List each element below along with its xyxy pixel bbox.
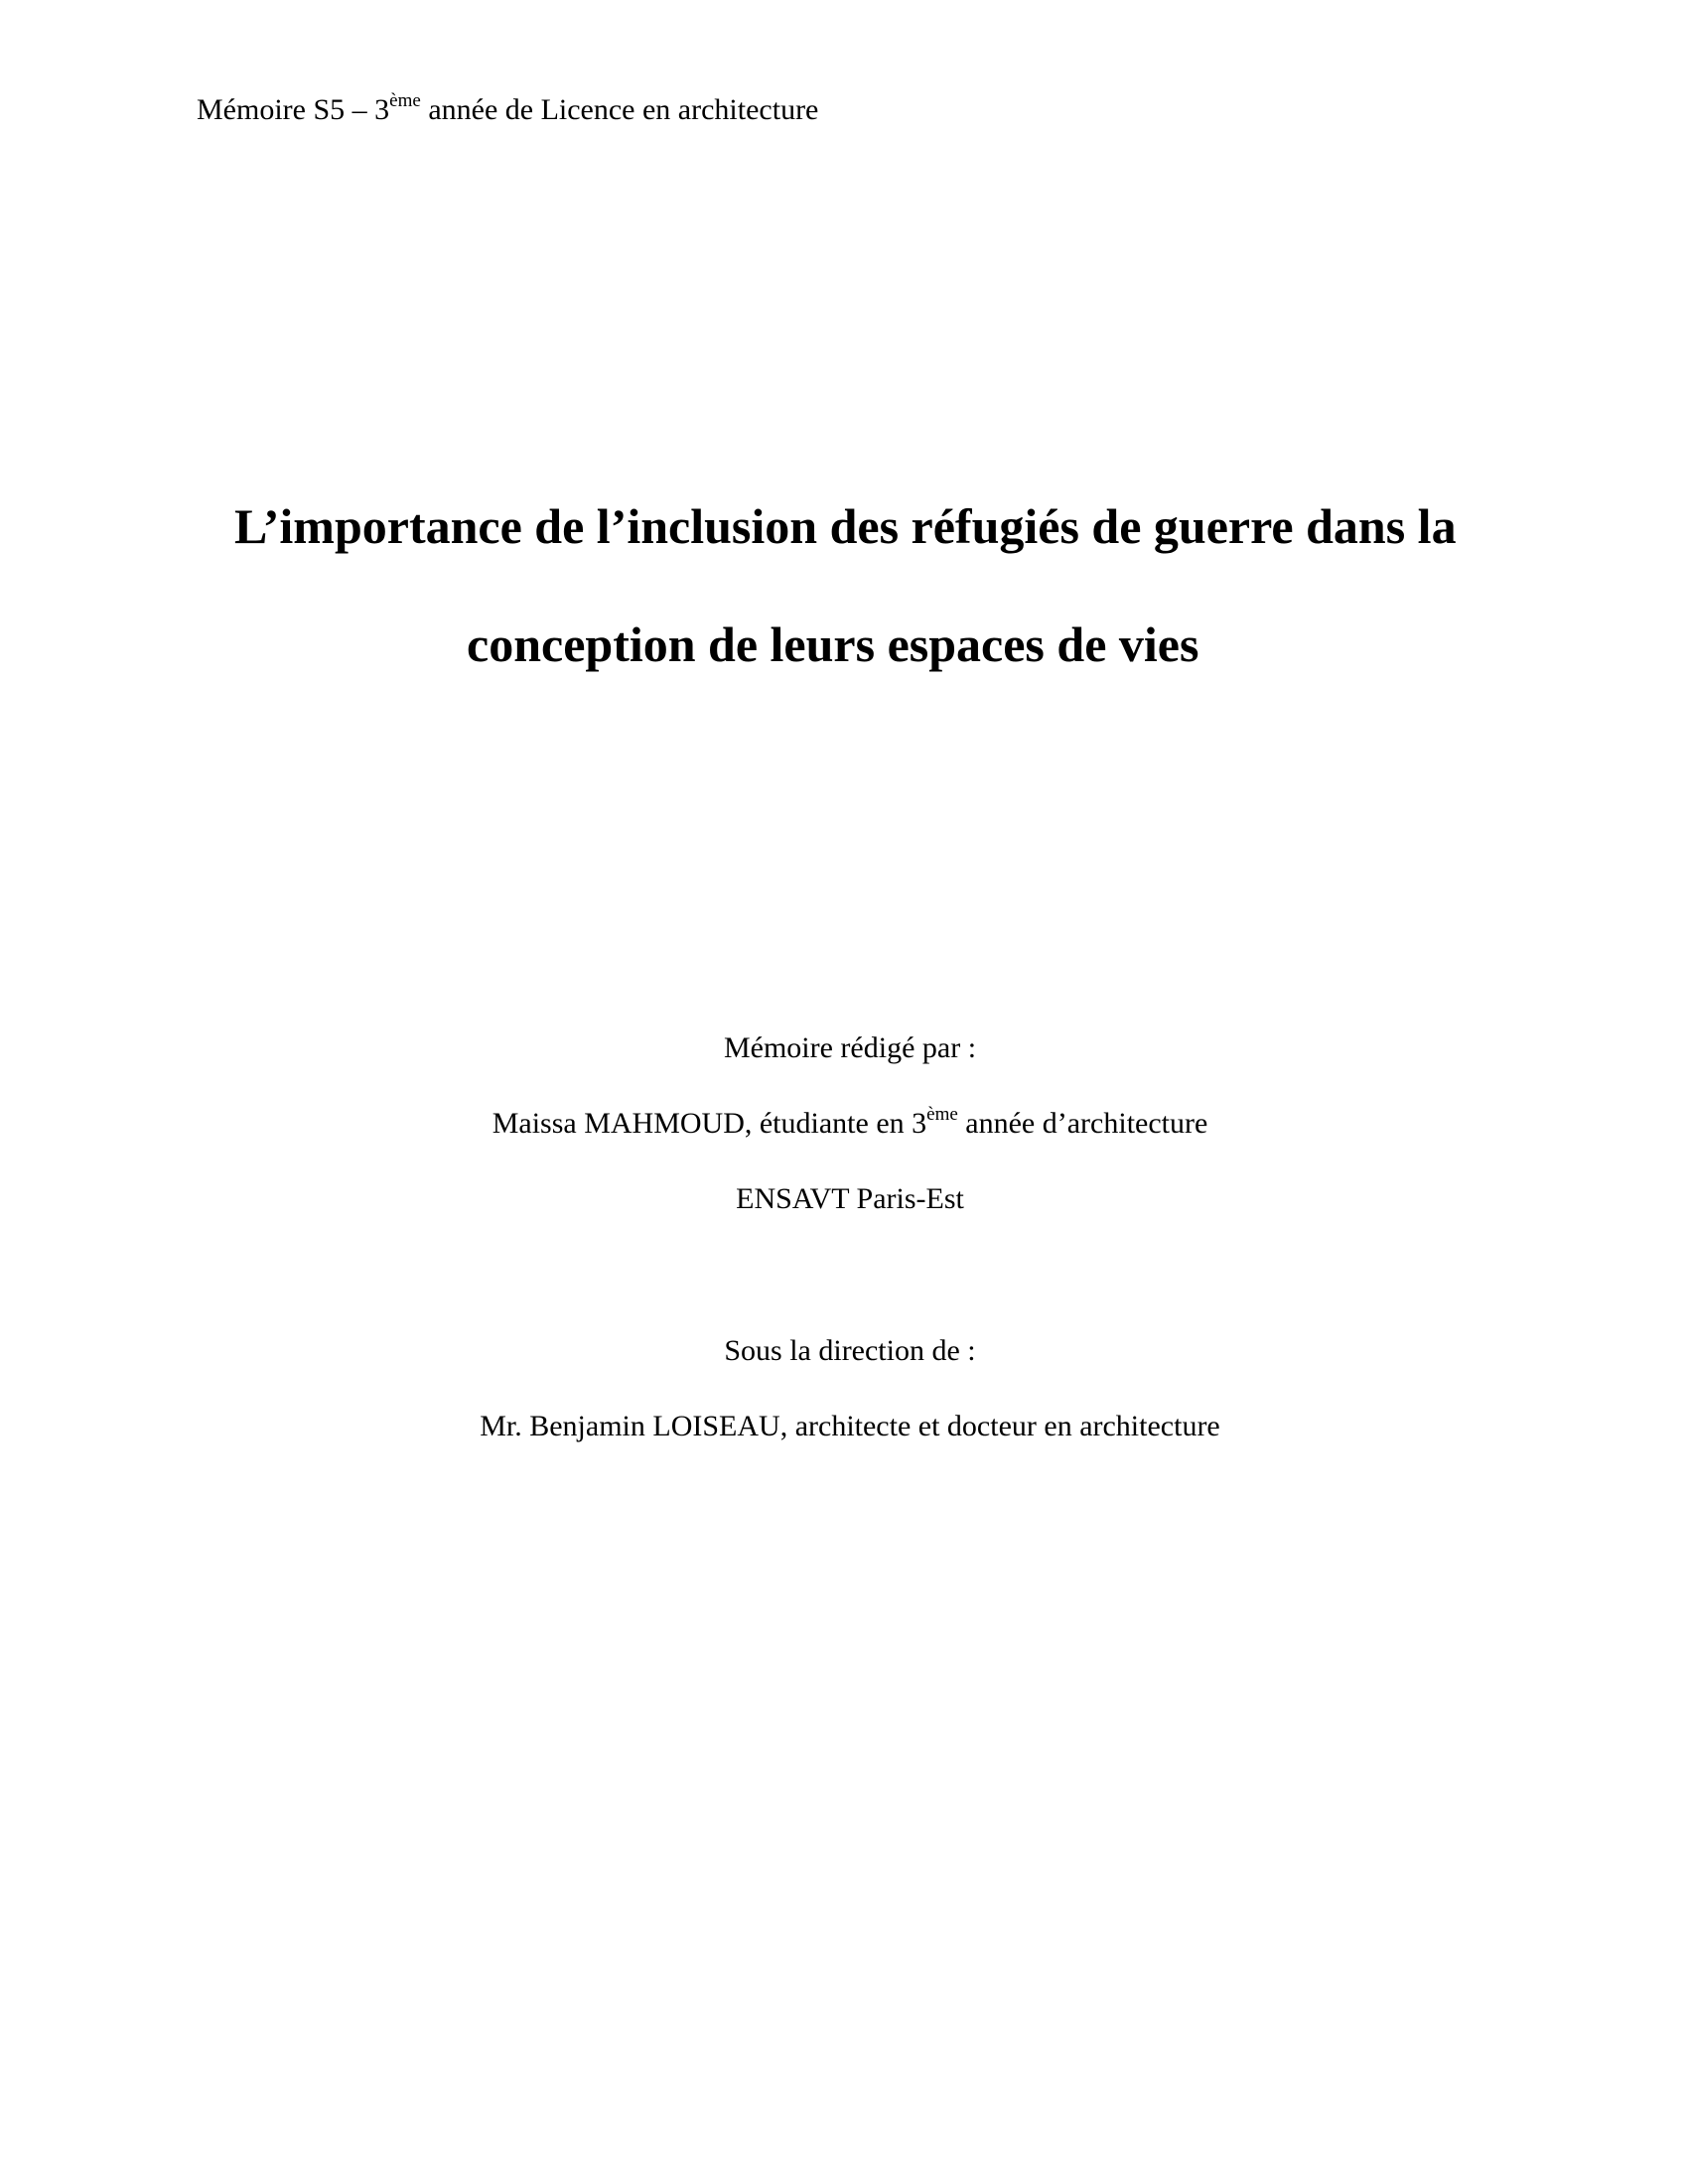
director-line: Mr. Benjamin LOISEAU, architecte et docteur en architecture xyxy=(480,1410,1220,1442)
school-name: ENSAVT Paris-Est xyxy=(736,1182,964,1215)
author-text-prefix: Maissa MAHMOUD, étudiante en 3 xyxy=(492,1107,927,1140)
supervision-label: Sous la direction de : xyxy=(724,1334,976,1367)
title-line-2: conception de leurs espaces de vies xyxy=(467,616,1199,672)
header-text-suffix: année de Licence en architecture xyxy=(420,93,819,126)
header-text-prefix: Mémoire S5 – 3 xyxy=(197,93,390,126)
author-text-suffix: année d’architecture xyxy=(957,1107,1208,1140)
author-superscript: ème xyxy=(926,1104,958,1125)
document-header xyxy=(197,90,819,126)
title-line-1: L’importance de l’inclusion des réfugiés de guerre dans la xyxy=(234,498,1457,554)
author-line xyxy=(0,1104,1688,1140)
written-by-label: Mémoire rédigé par : xyxy=(723,1031,977,1064)
header-superscript: ème xyxy=(389,90,421,111)
